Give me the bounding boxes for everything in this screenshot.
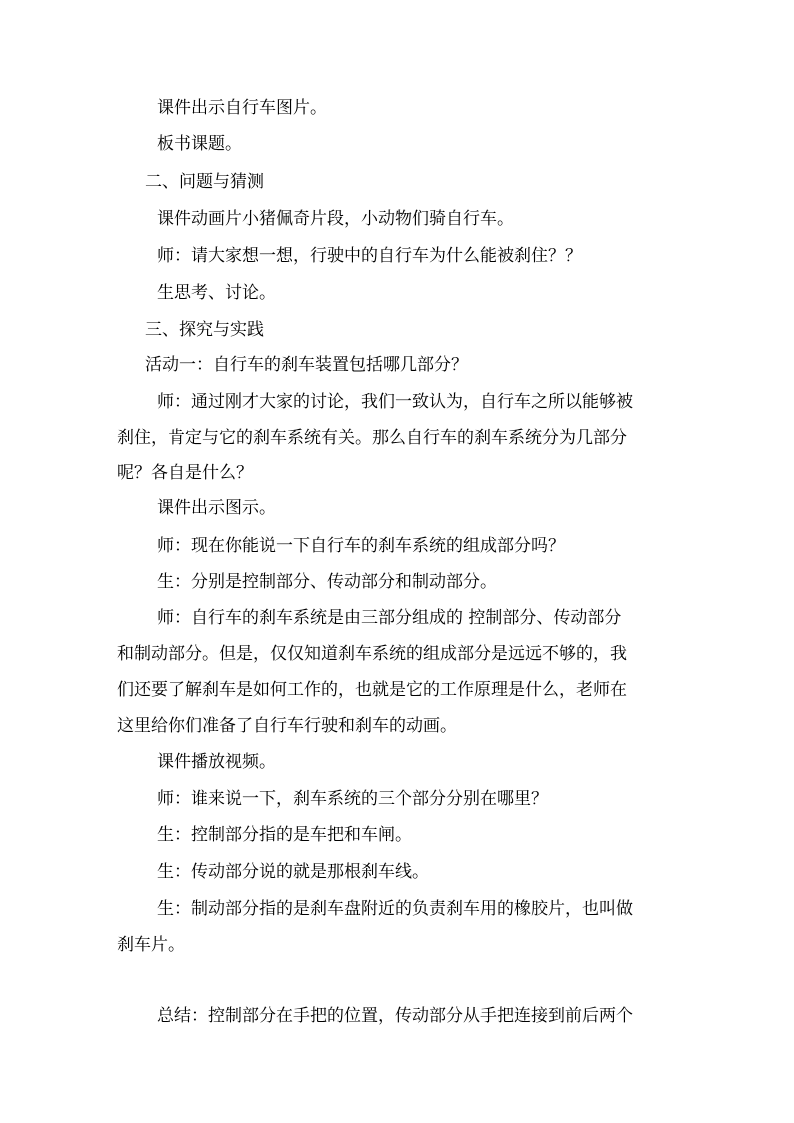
para-teacher-discussion-2: 刹住，肯定与它的刹车系统有关。那么自行车的刹车系统分为几部分 (117, 428, 627, 448)
heading-question-guess: 二、问题与猜测 (145, 172, 264, 192)
para-play-video: 课件播放视频。 (157, 752, 276, 772)
para-courseware-bike-image: 课件出示自行车图片。 (157, 98, 327, 118)
para-summary: 总结：控制部分在手把的位置，传动部分从手把连接到前后两个 (157, 1006, 633, 1026)
para-teacher-explain-3: 们还要了解刹车是如何工作的，也就是它的工作原理是什么，老师在 (117, 680, 627, 700)
para-teacher-where: 师：谁来说一下，刹车系统的三个部分分别在哪里？ (157, 789, 548, 809)
para-teacher-discussion-3: 呢？各自是什么？ (117, 463, 253, 483)
para-student-brake-2: 刹车片。 (117, 935, 185, 955)
para-student-discuss: 生思考、讨论。 (157, 283, 276, 303)
para-teacher-explain-2: 和制动部分。但是，仅仅知道刹车系统的组成部分是远远不够的，我 (117, 644, 627, 664)
para-animation-peppa: 课件动画片小猪佩奇片段，小动物们骑自行车。 (157, 209, 514, 229)
para-teacher-question: 师：请大家想一想，行驶中的自行车为什么能被刹住？？ (157, 246, 582, 266)
para-courseware-diagram: 课件出示图示。 (157, 498, 276, 518)
para-teacher-discussion-1: 师：通过刚才大家的讨论，我们一致认为，自行车之所以能够被 (157, 392, 633, 412)
para-student-transmission: 生：传动部分说的就是那根刹车线。 (157, 862, 429, 882)
para-activity-one: 活动一：自行车的刹车装置包括哪几部分？ (145, 355, 468, 375)
para-board-title: 板书课题。 (157, 134, 242, 154)
para-student-control: 生：控制部分指的是车把和车闸。 (157, 825, 412, 845)
heading-explore-practice: 三、探究与实践 (145, 320, 264, 340)
para-teacher-explain-4: 这里给你们准备了自行车行驶和刹车的动画。 (117, 716, 457, 736)
para-teacher-ask-parts: 师：现在你能说一下自行车的刹车系统的组成部分吗？ (157, 536, 565, 556)
para-teacher-explain-1: 师：自行车的刹车系统是由三部分组成的 控制部分、传动部分 (157, 608, 622, 628)
para-student-brake-1: 生：制动部分指的是刹车盘附近的负责刹车用的橡胶片，也叫做 (157, 899, 633, 919)
para-student-parts: 生：分别是控制部分、传动部分和制动部分。 (157, 572, 497, 592)
